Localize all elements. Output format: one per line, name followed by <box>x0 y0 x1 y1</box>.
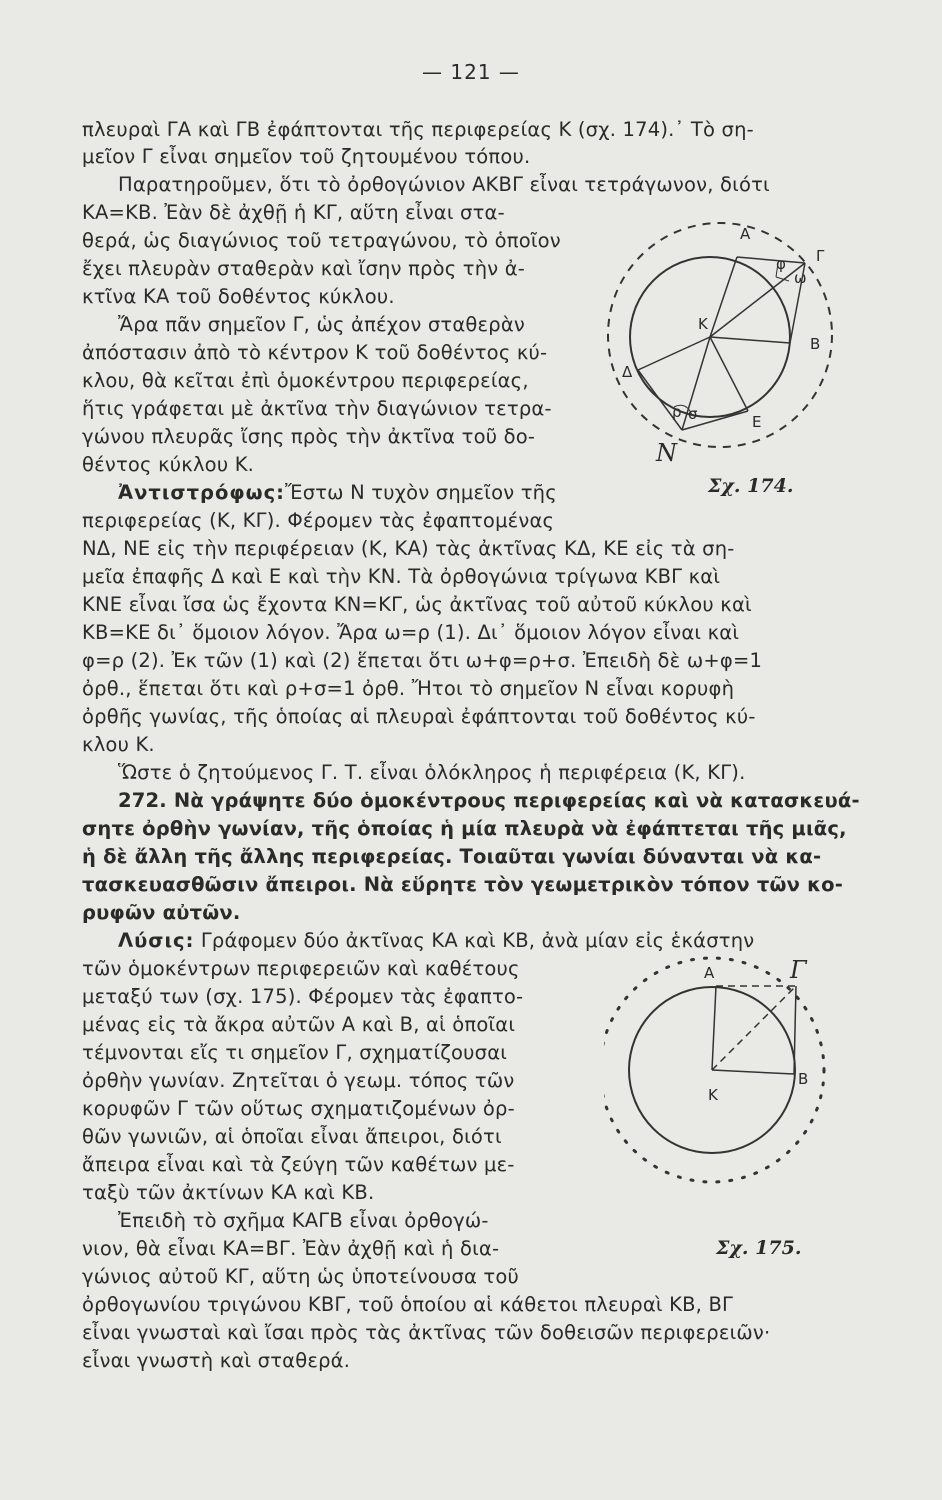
page-number: — 121 — <box>422 60 520 84</box>
label-K: Κ <box>698 315 708 333</box>
text-line: μεταξύ των (σχ. 175). Φέρομεν τὰς ἐφαπτο- <box>82 985 524 1008</box>
text-line: εἶναι γνωστὴ καὶ σταθερά. <box>82 1349 351 1372</box>
label-D: Δ <box>622 363 633 381</box>
figure-174-caption: Σχ. 174. <box>708 475 794 497</box>
text-line: Ἀντιστρόφως:Ἔστω Ν τυχὸν σημεῖον τῆς <box>118 481 557 504</box>
text-line: τῶν ὁμοκέντρων περιφερειῶν καὶ καθέτους <box>82 957 520 980</box>
text-line: ὀρθὴν γωνίαν. Ζητεῖται ὁ γεωμ. τόπος τῶν <box>82 1069 515 1092</box>
text-line: ὀρθογωνίου τριγώνου ΚΒΓ, τοῦ ὁποίου αἱ κάθετοι πλευραὶ ΚΒ, ΒΓ <box>82 1293 734 1316</box>
text-line: θῶν γωνιῶν, αἱ ὁποῖαι εἶναι ἄπειροι, διότι <box>82 1125 502 1148</box>
text-line: πλευραὶ ΓΑ καὶ ΓΒ ἐφάπτονται τῆς περιφερείας Κ (σχ. 174).᾿ Τὸ ση- <box>82 118 754 141</box>
problem-line: 272. Νὰ γράψητε δύο ὁμοκέντρους περιφερείας καὶ νὰ κατασκευά- <box>118 789 860 812</box>
text-line: ΚΝΕ εἶναι ἴσα ὡς ἔχοντα ΚΝ=ΚΓ, ὡς ἀκτῖνας τοῦ αὐτοῦ κύκλου καὶ <box>82 593 752 616</box>
text-line: Ὥστε ὁ ζητούμενος Γ. Τ. εἶναι ὁλόκληρος ἡ περιφέρεια (Κ, ΚΓ). <box>118 761 746 784</box>
text-line: Ἄρα πᾶν σημεῖον Γ, ὡς ἀπέχον σταθερὰν <box>118 313 525 336</box>
line-KD <box>638 337 710 370</box>
text-line: κτῖνα ΚΑ τοῦ δοθέντος κύκλου. <box>82 285 395 308</box>
text-line: κορυφῶν Γ τῶν οὕτως σχηματιζομένων ὀρ- <box>82 1097 515 1120</box>
label-sigma: σ <box>688 405 698 423</box>
tangent-AG <box>737 257 805 263</box>
text-line: Παρατηροῦμεν, ὅτι τὸ ὀρθογώνιον ΑΚΒΓ εἶναι τετράγωνον, διότι <box>118 173 770 196</box>
tangent-BG <box>794 986 796 1074</box>
line-KB <box>712 1070 794 1074</box>
label-A: Α <box>740 225 751 243</box>
text-line: περιφερείας (Κ, ΚΓ). Φέρομεν τὰς ἐφαπτομένας <box>82 509 555 532</box>
label-phi: φ <box>776 255 786 273</box>
figure-175-caption: Σχ. 175. <box>716 1237 802 1259</box>
outer-circle-dotted <box>608 223 832 447</box>
tangent-ND <box>638 370 682 430</box>
text-line: ΚΒ=ΚΕ δι᾿ ὅμοιον λόγον. Ἄρα ω=ρ (1). Δι᾿ ὅμοιον λόγον εἶναι καὶ <box>82 621 740 644</box>
label-rho: ρ <box>672 403 682 421</box>
text-line: κλου Κ. <box>82 733 155 756</box>
text-line: μένας εἰς τὰ ἄκρα αὐτῶν Α καὶ Β, αἱ ὁποῖαι <box>82 1013 516 1036</box>
label-A: Α <box>704 964 715 982</box>
text-line: γώνου πλευρᾶς ἴσης πρὸς τὴν ἀκτῖνα τοῦ δο- <box>82 425 536 448</box>
converse-label: Ἀντιστρόφως: <box>118 481 285 504</box>
text-line: κλου, θὰ κεῖται ἐπὶ ὁμοκέντρου περιφερείας, <box>82 369 529 392</box>
label-omega: ω <box>794 269 807 287</box>
text-line: ὀρθ., ἕπεται ὅτι καὶ ρ+σ=1 ὀρθ. Ἤτοι τὸ σημεῖον Ν εἶναι κορυφὴ <box>82 677 735 700</box>
text-line: Ἐπειδὴ τὸ σχῆμα ΚΑΓΒ εἶναι ὀρθογώ- <box>118 1209 489 1232</box>
text-line: ΚΑ=ΚΒ. Ἐὰν δὲ ἀχθῇ ἡ ΚΓ, αὕτη εἶναι στα- <box>82 201 505 224</box>
text-line: ΝΔ, ΝΕ εἰς τὴν περιφέρειαν (Κ, ΚΑ) τὰς ἀκτῖνας ΚΔ, ΚΕ εἰς τὰ ση- <box>82 537 735 560</box>
label-K: Κ <box>708 1086 718 1104</box>
text-line: ἔχει πλευρὰν σταθερὰν καὶ ἴσην πρὸς τὴν ἀ- <box>82 257 526 280</box>
text-line: γώνιος αὐτοῦ ΚΓ, αὕτη ὡς ὑποτείνουσα τοῦ <box>82 1265 519 1288</box>
figure-174 <box>600 205 850 495</box>
text-line: ἀπόστασιν ἀπὸ τὸ κέντρον Κ τοῦ δοθέντος κύ- <box>82 341 548 364</box>
problem-line: σητε ὀρθὴν γωνίαν, τῆς ὁποίας ἡ μία πλευρὰ νὰ ἐφάπτεται τῆς μιᾶς, <box>82 817 847 840</box>
text-line: θερά, ὡς διαγώνιος τοῦ τετραγώνου, τὸ ὁποῖον <box>82 229 561 252</box>
label-G: Γ <box>790 956 807 984</box>
problem-line: ρυφῶν αὐτῶν. <box>82 901 241 924</box>
text-line: νιον, θὰ εἶναι ΚΑ=ΒΓ. Ἐὰν ἀχθῇ καὶ ἡ δια- <box>82 1237 500 1260</box>
text-line: ταξὺ τῶν ἀκτίνων ΚΑ καὶ ΚΒ. <box>82 1181 375 1204</box>
line-KA <box>712 986 716 1070</box>
line-KE <box>710 337 748 411</box>
problem-line: τασκευασθῶσιν ἄπειροι. Νὰ εὕρητε τὸν γεωμετρικὸν τόπον τῶν κο- <box>82 873 844 896</box>
text-line: θέντος κύκλου Κ. <box>82 453 255 476</box>
label-N: N <box>656 439 677 467</box>
text-line: μεῖον Γ εἶναι σημεῖον τοῦ ζητουμένου τόπου. <box>82 145 531 168</box>
text-line: ὀρθῆς γωνίας, τῆς ὁποίας αἱ πλευραὶ ἐφάπτονται τοῦ δοθέντος κύ- <box>82 705 756 728</box>
line-KA <box>710 257 737 337</box>
text-line: τέμνονται εἴς τι σημεῖον Γ, σχηματίζουσαι <box>82 1041 508 1064</box>
text-line: εἶναι γνωσταὶ καὶ ἴσαι πρὸς τὰς ἀκτῖνας τῶν δοθεισῶν περιφερειῶν· <box>82 1321 771 1344</box>
figure-175 <box>604 950 844 1190</box>
line-KG <box>710 263 805 337</box>
text-line: Λύσις: Γράφομεν δύο ἀκτῖνας ΚΑ καὶ ΚΒ, ἀνὰ μίαν εἰς ἑκάστην <box>118 929 755 952</box>
problem-line: ἡ δὲ ἄλλη τῆς ἄλλης περιφερείας. Τοιαῦται γωνίαι δύνανται νὰ κα- <box>82 845 822 868</box>
text-line: ἄπειρα εἶναι καὶ τὰ ζεύγη τῶν καθέτων με- <box>82 1153 515 1176</box>
solution-label: Λύσις: <box>118 929 195 952</box>
label-B: Β <box>810 335 821 353</box>
label-G: Γ <box>816 247 825 265</box>
text-line: μεῖα ἐπαφῆς Δ καὶ Ε καὶ τὴν ΚΝ. Τὰ ὀρθογώνια τρίγωνα ΚΒΓ καὶ <box>82 565 721 588</box>
text-line: φ=ρ (2). Ἐκ τῶν (1) καὶ (2) ἕπεται ὅτι ω+φ=ρ+σ. Ἐπειδὴ δὲ ω+φ=1 <box>82 649 763 672</box>
line-KB <box>710 337 790 343</box>
label-B: Β <box>798 1070 809 1088</box>
label-E: Ε <box>752 413 762 431</box>
text-line: ἥτις γράφεται μὲ ἀκτῖνα τὴν διαγώνιον τετρα- <box>82 397 552 420</box>
